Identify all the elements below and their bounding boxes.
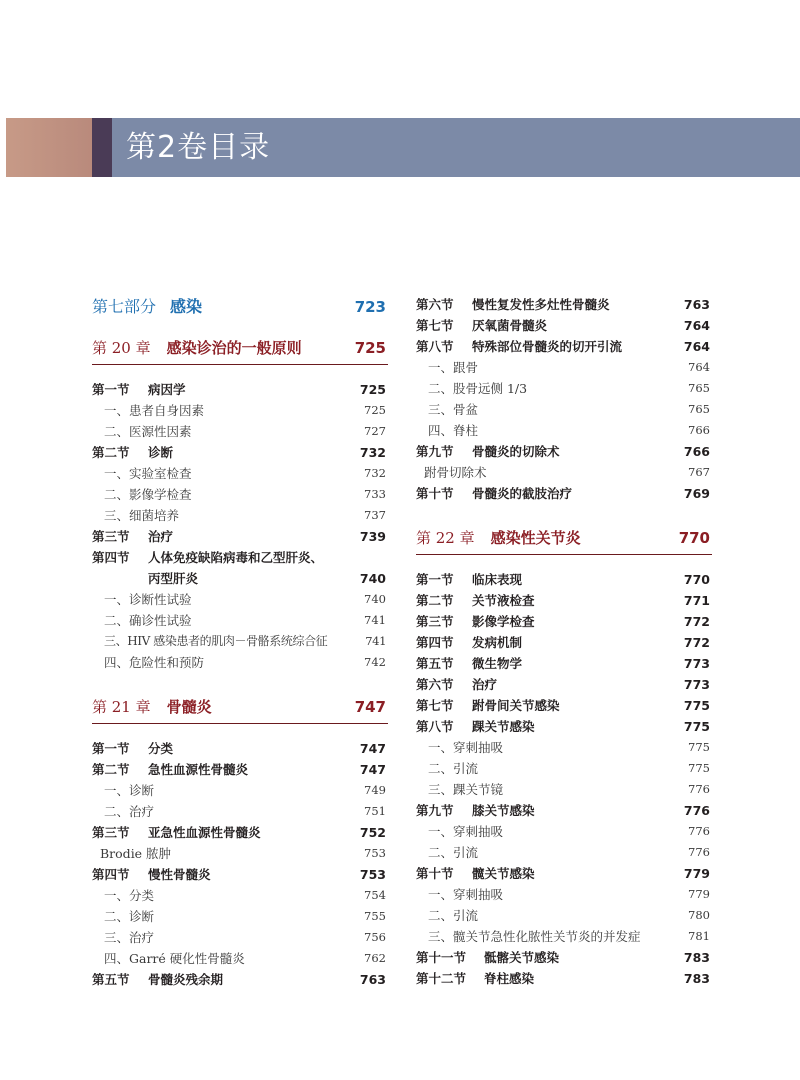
section-entry[interactable] (92, 738, 388, 759)
entry-title: 骨髓炎的切除术 (472, 444, 560, 459)
entry-title: 髋关节感染 (472, 866, 535, 881)
entry-page: 740 (364, 592, 386, 606)
section-entry[interactable] (92, 442, 388, 463)
section-entry[interactable] (416, 483, 712, 504)
entry-page: 775 (683, 719, 710, 734)
entry-title: 一、患者自身因素 (104, 403, 205, 418)
subsection-entry[interactable] (92, 421, 388, 442)
entry-title: 三、细菌培养 (104, 508, 180, 523)
entry-page: 741 (365, 634, 386, 648)
subsection-entry[interactable] (92, 927, 388, 948)
entry-page: 783 (683, 971, 710, 986)
entry-page: 772 (683, 635, 710, 650)
subsection-entry[interactable] (416, 905, 712, 926)
section-entry[interactable] (416, 695, 712, 716)
subsection-entry[interactable] (416, 737, 712, 758)
section-label: 第四节 (92, 550, 130, 565)
entry-page: 747 (359, 741, 386, 756)
entry-title: 特殊部位骨髓炎的切开引流 (472, 339, 623, 354)
subsection-entry[interactable] (92, 780, 388, 801)
entry-page: 737 (364, 508, 386, 522)
entry-title: 四、脊柱 (428, 423, 479, 438)
entry-page: 732 (364, 466, 386, 480)
section-entry[interactable] (416, 863, 712, 884)
entry-page: 742 (364, 655, 386, 669)
entry-page: 751 (364, 804, 386, 818)
section-entry[interactable] (416, 315, 712, 336)
chapter-heading-22[interactable] (416, 522, 712, 555)
entry-title: 四、危险性和预防 (104, 655, 205, 670)
entry-page: 753 (359, 867, 386, 882)
chapter-label: 第 22 章 (416, 529, 475, 547)
chapter-label: 第 20 章 (92, 339, 151, 357)
page-title: 第2卷目录 (126, 130, 271, 165)
entry-title: 亚急性血源性骨髓炎 (148, 825, 261, 840)
entry-title: 一、穿刺抽吸 (428, 824, 504, 839)
subsection-entry[interactable] (416, 758, 712, 779)
section-entry[interactable] (92, 759, 388, 780)
entry-page: 753 (364, 846, 386, 860)
entry-title: 临床表现 (472, 572, 523, 587)
entry-title: 诊断 (148, 445, 174, 460)
entry-title: 丙型肝炎 (148, 571, 199, 586)
entry-page: 776 (688, 824, 710, 838)
section-entry[interactable] (92, 822, 388, 843)
subsection-entry[interactable] (416, 399, 712, 420)
section-label: 第一节 (92, 741, 130, 756)
entry-title: 二、诊断 (104, 909, 155, 924)
entry-title: 二、引流 (428, 845, 479, 860)
entry-page: 732 (359, 445, 386, 460)
section-label: 第八节 (416, 339, 454, 354)
part-label: 第七部分 (92, 297, 157, 316)
section-entry[interactable] (416, 716, 712, 737)
entry-page: 783 (683, 950, 710, 965)
chapter-label: 第 21 章 (92, 698, 151, 716)
chapter-title: 骨髓炎 (166, 698, 212, 716)
entry-page: 772 (683, 614, 710, 629)
part-page: 723 (354, 298, 386, 316)
entry-page: 763 (683, 297, 710, 312)
entry-title: 三、骨盆 (428, 402, 479, 417)
section-label: 第三节 (92, 825, 130, 840)
chapter-page: 770 (678, 529, 710, 547)
entry-title: 微生物学 (472, 656, 523, 671)
chapter-20-entries (92, 379, 388, 673)
entry-title: 人体免疫缺陷病毒和乙型肝炎、 (148, 550, 324, 565)
entry-page: 773 (683, 677, 710, 692)
chapter-title: 感染性关节炎 (490, 529, 581, 547)
section-entry[interactable] (416, 632, 712, 653)
entry-title: 一、诊断 (104, 783, 155, 798)
subsection-entry[interactable] (92, 505, 388, 526)
entry-title: 一、跟骨 (428, 360, 479, 375)
section-label: 第一节 (416, 572, 454, 587)
subsection-entry[interactable] (92, 885, 388, 906)
entry-page: 766 (688, 423, 710, 437)
section-entry[interactable] (416, 968, 712, 989)
entry-title: 跗骨间关节感染 (472, 698, 560, 713)
section-label: 第十一节 (416, 950, 467, 965)
section-label: 第十二节 (416, 971, 467, 986)
section-entry[interactable] (416, 590, 712, 611)
section-label: 第二节 (416, 593, 454, 608)
subsection-entry[interactable] (92, 400, 388, 421)
entry-page: 739 (359, 529, 386, 544)
entry-page: 775 (688, 740, 710, 754)
chapter-21-entries (92, 738, 388, 990)
chapter-22-entries (416, 569, 712, 989)
entry-page: 773 (683, 656, 710, 671)
entry-title: 治疗 (472, 677, 498, 692)
entry-title: Brodie 脓肿 (100, 846, 172, 861)
chapter-title: 感染诊治的一般原则 (166, 339, 302, 357)
chapter-heading-20[interactable] (92, 332, 388, 365)
title-banner (6, 118, 800, 177)
entry-title: 跗骨切除术 (424, 465, 487, 480)
entry-page: 740 (359, 571, 386, 586)
subsection-entry[interactable] (416, 420, 712, 441)
entry-title: 关节液检查 (472, 593, 535, 608)
entry-title: 慢性复发性多灶性骨髓炎 (472, 297, 610, 312)
subsection-entry[interactable] (416, 462, 712, 483)
entry-title: 二、医源性因素 (104, 424, 192, 439)
entry-page: 767 (688, 465, 710, 479)
entry-title: 治疗 (148, 529, 174, 544)
entry-page: 764 (688, 360, 710, 374)
section-entry[interactable] (416, 947, 712, 968)
entry-title: 慢性骨髓炎 (148, 867, 211, 882)
entry-title: 三、治疗 (104, 930, 155, 945)
chapter-page: 747 (354, 698, 386, 716)
entry-title: 膝关节感染 (472, 803, 535, 818)
entry-title: 二、治疗 (104, 804, 155, 819)
entry-page: 775 (688, 761, 710, 775)
entry-title: 发病机制 (472, 635, 523, 650)
entry-page: 779 (688, 887, 710, 901)
entry-page: 771 (683, 593, 710, 608)
section-label: 第二节 (92, 762, 130, 777)
section-label: 第四节 (416, 635, 454, 650)
section-label: 第六节 (416, 677, 454, 692)
section-label: 第九节 (416, 444, 454, 459)
entry-page: 727 (364, 424, 386, 438)
chapter-heading-21[interactable] (92, 691, 388, 724)
section-entry[interactable] (416, 441, 712, 462)
entry-page: 766 (683, 444, 710, 459)
section-entry[interactable] (416, 569, 712, 590)
section-label: 第七节 (416, 698, 454, 713)
entry-page: 780 (688, 908, 710, 922)
subsection-entry[interactable] (416, 779, 712, 800)
entry-title: 二、引流 (428, 908, 479, 923)
subsection-entry[interactable] (92, 801, 388, 822)
entry-title: 脊柱感染 (484, 971, 535, 986)
section-entry[interactable] (416, 611, 712, 632)
banner-accent-stripe (92, 118, 112, 177)
entry-page: 725 (364, 403, 386, 417)
entry-page: 765 (688, 402, 710, 416)
section-entry-continued[interactable] (92, 568, 388, 589)
chapter-21-entries-continued (416, 294, 712, 504)
entry-page: 733 (364, 487, 386, 501)
entry-title: 影像学检查 (472, 614, 535, 629)
entry-title: 一、实验室检查 (104, 466, 192, 481)
entry-page: 749 (364, 783, 386, 797)
section-entry[interactable] (92, 379, 388, 400)
subsection-entry[interactable] (92, 906, 388, 927)
section-entry[interactable] (92, 547, 388, 568)
section-label: 第三节 (92, 529, 130, 544)
entry-title: 厌氧菌骨髓炎 (472, 318, 548, 333)
section-label: 第八节 (416, 719, 454, 734)
section-label: 第一节 (92, 382, 130, 397)
subsection-entry[interactable] (92, 652, 388, 673)
entry-page: 776 (688, 782, 710, 796)
entry-page: 762 (364, 951, 386, 965)
subsection-entry[interactable] (416, 884, 712, 905)
section-entry[interactable] (416, 653, 712, 674)
entry-title: 一、穿刺抽吸 (428, 887, 504, 902)
section-label: 第六节 (416, 297, 454, 312)
entry-title: 二、确诊性试验 (104, 613, 192, 628)
subsection-entry[interactable] (92, 948, 388, 969)
entry-page: 763 (359, 972, 386, 987)
subsection-entry[interactable] (92, 843, 388, 864)
entry-title: 骨髓炎残余期 (148, 972, 224, 987)
entry-title: 急性血源性骨髓炎 (148, 762, 249, 777)
part-heading[interactable] (92, 292, 388, 322)
entry-title: 二、影像学检查 (104, 487, 192, 502)
entry-title: 踝关节感染 (472, 719, 535, 734)
section-label: 第二节 (92, 445, 130, 460)
entry-page: 725 (359, 382, 386, 397)
entry-page: 770 (683, 572, 710, 587)
section-label: 第四节 (92, 867, 130, 882)
entry-page: 764 (683, 339, 710, 354)
section-entry[interactable] (416, 800, 712, 821)
section-entry[interactable] (416, 294, 712, 315)
entry-page: 754 (364, 888, 386, 902)
entry-page: 775 (683, 698, 710, 713)
entry-page: 781 (688, 929, 710, 943)
section-label: 第五节 (416, 656, 454, 671)
entry-page: 752 (359, 825, 386, 840)
entry-page: 756 (364, 930, 386, 944)
entry-title: 二、股骨远侧 1/3 (428, 381, 528, 396)
subsection-entry[interactable] (92, 589, 388, 610)
subsection-entry[interactable] (92, 484, 388, 505)
entry-title: 一、穿刺抽吸 (428, 740, 504, 755)
banner-accent-block (6, 118, 92, 177)
entry-page: 764 (683, 318, 710, 333)
subsection-entry[interactable] (416, 842, 712, 863)
section-entry[interactable] (92, 526, 388, 547)
toc-column-right (416, 294, 712, 989)
entry-title: 一、分类 (104, 888, 155, 903)
entry-page: 769 (683, 486, 710, 501)
section-label: 第三节 (416, 614, 454, 629)
entry-page: 776 (683, 803, 710, 818)
subsection-entry[interactable] (92, 463, 388, 484)
entry-page: 747 (359, 762, 386, 777)
entry-title: 三、髋关节急性化脓性关节炎的并发症 (428, 929, 641, 944)
subsection-entry[interactable] (416, 378, 712, 399)
entry-page: 776 (688, 845, 710, 859)
section-entry[interactable] (92, 864, 388, 885)
entry-title: 骶髂关节感染 (484, 950, 560, 965)
entry-page: 779 (683, 866, 710, 881)
entry-title: 三、HIV 感染患者的肌肉－骨骼系统综合征 (104, 634, 328, 648)
section-entry[interactable] (416, 674, 712, 695)
section-label: 第十节 (416, 866, 454, 881)
subsection-entry[interactable] (416, 926, 712, 947)
entry-page: 741 (364, 613, 386, 627)
entry-title: 三、踝关节镜 (428, 782, 504, 797)
entry-title: 二、引流 (428, 761, 479, 776)
entry-page: 765 (688, 381, 710, 395)
section-label: 第七节 (416, 318, 454, 333)
part-title: 感染 (170, 297, 203, 316)
entry-page: 755 (364, 909, 386, 923)
subsection-entry[interactable] (92, 631, 388, 652)
entry-title: 四、Garré 硬化性骨髓炎 (104, 951, 245, 966)
section-entry[interactable] (416, 336, 712, 357)
entry-title: 一、诊断性试验 (104, 592, 192, 607)
subsection-entry[interactable] (92, 610, 388, 631)
entry-title: 分类 (148, 741, 174, 756)
entry-title: 病因学 (148, 382, 186, 397)
section-label: 第十节 (416, 486, 454, 501)
subsection-entry[interactable] (416, 821, 712, 842)
section-label: 第九节 (416, 803, 454, 818)
section-label: 第五节 (92, 972, 130, 987)
subsection-entry[interactable] (416, 357, 712, 378)
section-entry[interactable] (92, 969, 388, 990)
toc-column-left (92, 292, 388, 990)
entry-title: 骨髓炎的截肢治疗 (472, 486, 573, 501)
chapter-page: 725 (354, 339, 386, 357)
